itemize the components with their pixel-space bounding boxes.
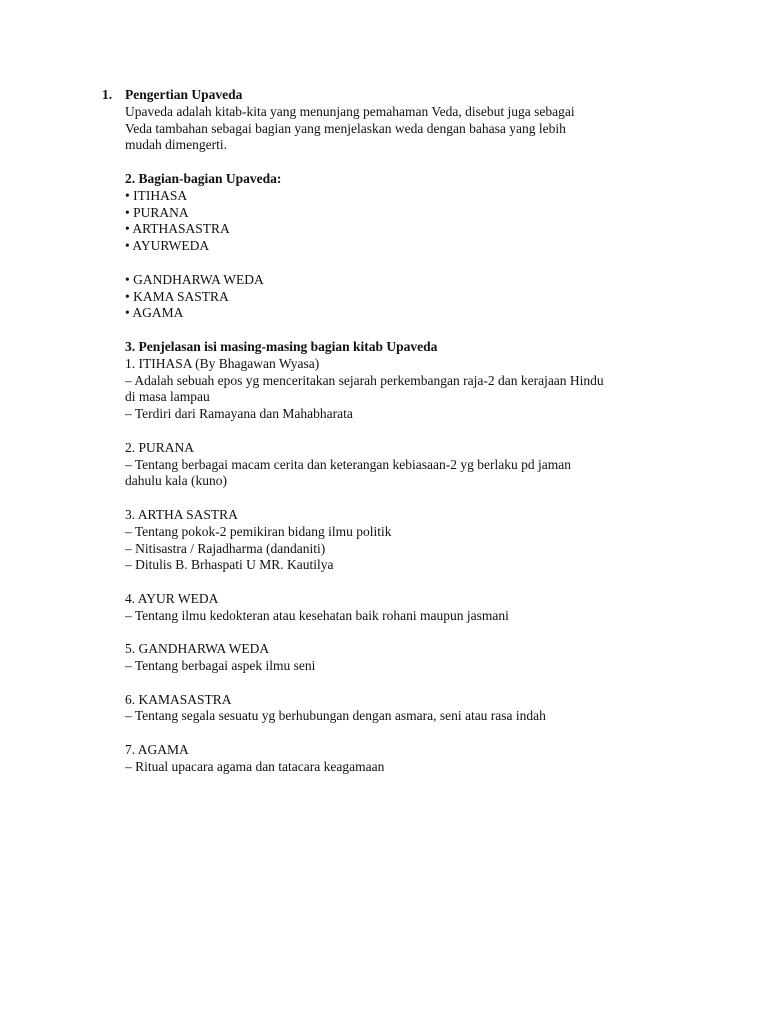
bullet-item: • PURANA (125, 204, 189, 220)
part-heading-gandharwa-weda: 5. GANDHARWA WEDA (125, 641, 270, 657)
spacer (125, 322, 705, 339)
section-1-title: Pengertian Upaveda (125, 87, 243, 102)
document-body (125, 87, 705, 776)
spacer (125, 423, 705, 440)
part-heading-itihasa: 1. ITIHASA (By Bhagawan Wyasa) (125, 355, 320, 371)
part-line: – Tentang ilmu kedokteran atau kesehatan baik rohani maupun jasmani (125, 607, 509, 623)
part-line: – Tentang pokok-2 pemikiran bidang ilmu politik (125, 523, 392, 539)
part-line: – Tentang berbagai macam cerita dan keterangan kebiasaan-2 yg berlaku pd jaman (125, 456, 571, 472)
spacer (125, 574, 705, 591)
section-1-number: 1. (102, 87, 113, 102)
spacer (125, 675, 705, 692)
bullet-item: • GANDHARWA WEDA (125, 271, 264, 287)
part-heading-agama: 7. AGAMA (125, 742, 189, 758)
part-line: di masa lampau (125, 389, 210, 405)
spacer (125, 490, 705, 507)
part-line: dahulu kala (kuno) (125, 473, 227, 489)
spacer (125, 625, 705, 642)
part-heading-kamasastra: 6. KAMASASTRA (125, 691, 232, 707)
part-line: – Tentang berbagai aspek ilmu seni (125, 658, 316, 674)
bullet-item: • ARTHASASTRA (125, 221, 230, 237)
section-2-title: 2. Bagian-bagian Upaveda: (125, 170, 282, 186)
part-line: – Tentang segala sesuatu yg berhubungan dengan asmara, seni atau rasa indah (125, 708, 546, 724)
section-3-title: 3. Penjelasan isi masing-masing bagian kitab Upaveda (125, 338, 438, 354)
part-line: – Adalah sebuah epos yg menceritakan sejarah perkembangan raja-2 dan kerajaan Hindu (125, 372, 604, 388)
spacer (125, 255, 705, 272)
section-1-body-line: Upaveda adalah kitab-kita yang menunjang pemahaman Veda, disebut juga sebagai (125, 103, 575, 119)
part-line: – Ditulis B. Brhaspati U MR. Kautilya (125, 557, 334, 573)
part-heading-purana: 2. PURANA (125, 439, 195, 455)
bullet-item: • AGAMA (125, 305, 184, 321)
spacer (125, 725, 705, 742)
part-line: – Terdiri dari Ramayana dan Mahabharata (125, 406, 353, 422)
bullet-item: • KAMA SASTRA (125, 288, 229, 304)
part-line: – Ritual upacara agama dan tatacara keagamaan (125, 758, 385, 774)
section-1-body-line: Veda tambahan sebagai bagian yang menjelaskan weda dengan bahasa yang lebih (125, 120, 566, 136)
part-heading-ayur-weda: 4. AYUR WEDA (125, 590, 219, 606)
part-heading-artha-sastra: 3. ARTHA SASTRA (125, 506, 238, 522)
part-line: – Nitisastra / Rajadharma (dandaniti) (125, 540, 326, 556)
spacer (125, 154, 705, 171)
section-1-body-line: mudah dimengerti. (125, 137, 227, 153)
bullet-item: • ITIHASA (125, 187, 188, 203)
bullet-item: • AYURWEDA (125, 238, 210, 254)
